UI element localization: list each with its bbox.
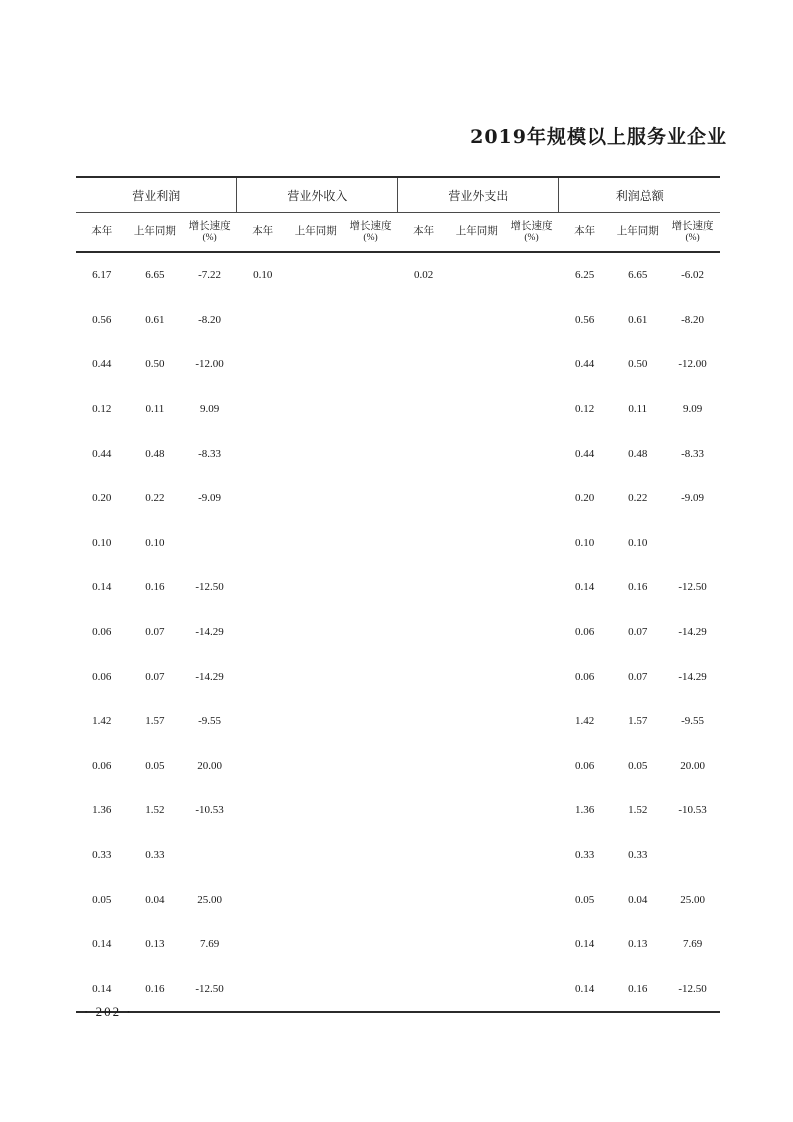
table-cell <box>504 922 559 967</box>
table-cell: 0.14 <box>92 938 112 951</box>
table-cell: -12.00 <box>195 358 224 371</box>
table-cell <box>288 788 343 833</box>
table-cell <box>288 431 343 476</box>
table-cell: 0.44 <box>575 358 595 371</box>
sub-header-row <box>76 213 720 253</box>
page-number: · 202 · <box>84 1004 133 1019</box>
table-cell <box>237 654 289 699</box>
table-cell: 0.44 <box>575 447 595 460</box>
table-cell <box>343 788 398 833</box>
sub-header-current-year-3: 本年 <box>398 213 450 253</box>
table-cell: 0.16 <box>610 967 665 1013</box>
table-cell <box>288 699 343 744</box>
table-cell: 0.07 <box>628 670 648 683</box>
table-cell: 0.16 <box>128 967 183 1013</box>
table-cell <box>398 610 450 655</box>
table-cell: 0.02 <box>414 269 434 282</box>
table-cell: 0.05 <box>92 893 112 906</box>
table-cell: 6.65 <box>628 269 648 282</box>
table-cell <box>449 833 504 878</box>
table-cell <box>449 744 504 789</box>
table-cell <box>288 342 343 387</box>
table-cell: -12.50 <box>678 581 707 594</box>
table-cell: 1.36 <box>92 804 112 817</box>
table-cell: 0.50 <box>628 358 648 371</box>
table-cell: 0.06 <box>92 670 112 683</box>
table-cell <box>504 252 559 298</box>
table-cell: 0.56 <box>92 313 112 326</box>
sub-header-current-year-2: 本年 <box>237 213 289 253</box>
table-cell: -14.29 <box>195 670 224 683</box>
table-cell <box>398 342 450 387</box>
table-cell <box>449 431 504 476</box>
table-cell <box>504 610 559 655</box>
table-cell <box>343 476 398 521</box>
growth-label-4: 增长速度 <box>671 220 714 232</box>
table-row <box>76 654 720 699</box>
table-cell <box>398 387 450 432</box>
table-cell: 1.36 <box>575 804 595 817</box>
table-cell <box>288 476 343 521</box>
table-cell <box>237 387 289 432</box>
table-cell: 25.00 <box>680 893 705 906</box>
table-cell: 1.42 <box>92 715 112 728</box>
table-cell: 0.61 <box>628 313 648 326</box>
table-cell <box>504 877 559 922</box>
table-cell <box>288 877 343 922</box>
table-cell: 0.14 <box>575 581 595 594</box>
table-head <box>76 177 720 252</box>
table-cell <box>398 833 450 878</box>
table-cell <box>237 788 289 833</box>
table-cell: 0.05 <box>575 893 595 906</box>
table-cell: 0.50 <box>145 358 165 371</box>
table-cell: -9.09 <box>198 492 222 505</box>
table-cell <box>504 298 559 343</box>
table-cell: 20.00 <box>197 759 222 772</box>
table-cell <box>449 610 504 655</box>
table-cell: 0.12 <box>92 403 112 416</box>
table-cell: 25.00 <box>197 893 222 906</box>
sub-header-prev-year-2: 上年同期 <box>288 213 343 253</box>
table-cell <box>237 610 289 655</box>
table-row <box>76 699 720 744</box>
table-cell: 9.09 <box>682 403 703 416</box>
table-cell <box>288 967 343 1013</box>
table-cell <box>237 922 289 967</box>
table-cell: 0.05 <box>145 759 165 772</box>
table-row <box>76 476 720 521</box>
table-cell <box>237 298 289 343</box>
table-cell <box>449 252 504 298</box>
table-cell: 0.10 <box>253 269 273 282</box>
table-cell <box>237 744 289 789</box>
table-cell: 0.48 <box>145 447 165 460</box>
table-cell <box>288 387 343 432</box>
table-cell <box>237 565 289 610</box>
table-cell <box>288 744 343 789</box>
table-row <box>76 342 720 387</box>
table-cell <box>398 788 450 833</box>
group-header-row <box>76 177 720 213</box>
growth-unit-2: (%) <box>363 232 378 243</box>
table-cell: -7.22 <box>198 269 222 282</box>
table-cell: -8.33 <box>681 447 705 460</box>
table-cell: 0.16 <box>628 581 648 594</box>
table-cell <box>504 699 559 744</box>
table-cell: 0.14 <box>92 581 112 594</box>
table-cell <box>237 431 289 476</box>
table-cell: 0.10 <box>92 536 112 549</box>
table-row <box>76 877 720 922</box>
table-cell: 9.09 <box>199 403 220 416</box>
table-cell: 0.07 <box>145 626 165 639</box>
table-cell <box>343 298 398 343</box>
table-cell <box>343 565 398 610</box>
table-cell: 0.06 <box>575 626 595 639</box>
table-row <box>76 387 720 432</box>
table-cell: -8.20 <box>198 313 222 326</box>
sub-header-growth-2 <box>343 213 398 253</box>
table-cell <box>288 833 343 878</box>
page-title: 2019年规模以上服务业企业 <box>470 126 727 148</box>
table-cell: 0.06 <box>575 670 595 683</box>
table-cell: 0.33 <box>575 849 595 862</box>
table-cell <box>449 788 504 833</box>
sub-header-current-year-1: 本年 <box>76 213 128 253</box>
table-cell <box>449 342 504 387</box>
table-cell: 1.52 <box>145 804 165 817</box>
table-cell: 0.10 <box>145 536 165 549</box>
table-cell: -8.20 <box>681 313 705 326</box>
table-cell: -9.55 <box>198 715 222 728</box>
table-cell: 0.56 <box>575 313 595 326</box>
statistics-table-container <box>76 176 720 1013</box>
group-header-non-operating-income: 营业外收入 <box>237 177 398 213</box>
table-cell: 0.13 <box>628 938 648 951</box>
group-header-non-operating-expense: 营业外支出 <box>398 177 559 213</box>
table-cell <box>237 342 289 387</box>
table-cell <box>449 654 504 699</box>
table-cell: 7.69 <box>199 938 220 951</box>
table-cell: 0.22 <box>628 492 648 505</box>
table-cell: 1.57 <box>145 715 165 728</box>
table-row <box>76 788 720 833</box>
table-cell: -10.53 <box>195 804 224 817</box>
table-cell: 0.22 <box>145 492 165 505</box>
table-cell <box>449 967 504 1013</box>
table-cell: 0.11 <box>145 403 165 416</box>
table-cell: 0.04 <box>145 893 165 906</box>
table-cell <box>398 922 450 967</box>
table-cell: 0.33 <box>145 849 165 862</box>
table-cell: 0.05 <box>628 759 648 772</box>
table-cell: 0.07 <box>145 670 165 683</box>
group-header-operating-profit: 营业利润 <box>76 177 237 213</box>
table-cell: -10.53 <box>678 804 707 817</box>
table-cell <box>288 565 343 610</box>
statistics-table <box>76 176 720 1013</box>
table-cell <box>343 610 398 655</box>
table-cell <box>504 788 559 833</box>
table-cell: 0.10 <box>575 536 595 549</box>
table-cell <box>449 298 504 343</box>
table-cell <box>504 387 559 432</box>
table-cell <box>343 431 398 476</box>
table-cell <box>398 298 450 343</box>
table-cell <box>288 298 343 343</box>
table-cell: 0.06 <box>92 759 112 772</box>
growth-label-3: 增长速度 <box>510 220 553 232</box>
table-cell: 0.61 <box>145 313 165 326</box>
table-cell <box>504 967 559 1013</box>
table-cell <box>343 521 398 566</box>
table-cell <box>343 744 398 789</box>
table-cell <box>182 521 237 566</box>
table-cell <box>398 654 450 699</box>
table-cell: 0.04 <box>628 893 648 906</box>
table-cell: 0.33 <box>628 849 648 862</box>
table-cell: 1.42 <box>575 715 595 728</box>
table-cell: -12.50 <box>195 581 224 594</box>
table-cell: 0.14 <box>559 967 611 1013</box>
table-row <box>76 967 720 1013</box>
table-cell <box>288 610 343 655</box>
table-cell: 0.06 <box>575 759 595 772</box>
table-cell <box>237 833 289 878</box>
table-cell: -6.02 <box>681 269 705 282</box>
table-cell <box>398 699 450 744</box>
table-cell: 0.16 <box>145 581 165 594</box>
growth-unit-3: (%) <box>524 232 539 243</box>
sub-header-growth-1 <box>182 213 237 253</box>
table-cell: -14.29 <box>195 626 224 639</box>
table-cell: 0.07 <box>628 626 648 639</box>
table-row <box>76 298 720 343</box>
table-row <box>76 431 720 476</box>
sub-header-current-year-4: 本年 <box>559 213 611 253</box>
table-cell <box>665 521 720 566</box>
growth-label-1: 增长速度 <box>188 220 231 232</box>
table-cell <box>398 521 450 566</box>
table-cell <box>398 877 450 922</box>
table-cell <box>504 833 559 878</box>
table-cell <box>288 922 343 967</box>
table-cell: 0.33 <box>92 849 112 862</box>
table-cell <box>237 699 289 744</box>
table-cell <box>398 431 450 476</box>
table-cell <box>398 565 450 610</box>
table-cell: 0.20 <box>92 492 112 505</box>
table-cell: 0.12 <box>575 403 595 416</box>
table-cell: 7.69 <box>682 938 703 951</box>
sub-header-growth-4 <box>665 213 720 253</box>
sub-header-prev-year-4: 上年同期 <box>610 213 665 253</box>
table-cell <box>398 744 450 789</box>
table-cell <box>288 252 343 298</box>
table-cell: 0.20 <box>575 492 595 505</box>
table-cell <box>449 387 504 432</box>
sub-header-prev-year-3: 上年同期 <box>449 213 504 253</box>
table-cell: 0.06 <box>92 626 112 639</box>
table-cell: -12.00 <box>678 358 707 371</box>
table-cell <box>504 521 559 566</box>
table-cell: 0.44 <box>92 447 112 460</box>
table-cell <box>237 877 289 922</box>
growth-unit-4: (%) <box>685 232 700 243</box>
table-cell: 6.17 <box>92 269 112 282</box>
table-cell <box>182 833 237 878</box>
table-cell <box>343 252 398 298</box>
table-cell <box>343 342 398 387</box>
table-cell <box>665 833 720 878</box>
table-cell <box>237 476 289 521</box>
growth-label-2: 增长速度 <box>349 220 392 232</box>
table-cell <box>504 565 559 610</box>
table-row <box>76 922 720 967</box>
table-cell: -9.09 <box>681 492 705 505</box>
table-cell: -14.29 <box>678 626 707 639</box>
table-cell <box>343 654 398 699</box>
table-cell: 0.48 <box>628 447 648 460</box>
table-row <box>76 610 720 655</box>
table-cell <box>504 476 559 521</box>
table-cell: -12.50 <box>665 967 720 1013</box>
table-cell <box>449 565 504 610</box>
table-cell: 1.52 <box>628 804 648 817</box>
table-cell <box>237 967 289 1013</box>
table-cell <box>288 654 343 699</box>
table-cell: -12.50 <box>182 967 237 1013</box>
table-cell <box>343 877 398 922</box>
table-cell <box>343 387 398 432</box>
table-cell: 0.44 <box>92 358 112 371</box>
table-cell <box>398 476 450 521</box>
table-cell: -8.33 <box>198 447 222 460</box>
table-cell: 1.57 <box>628 715 648 728</box>
table-cell <box>504 744 559 789</box>
table-cell <box>449 877 504 922</box>
table-cell <box>343 833 398 878</box>
table-cell <box>504 431 559 476</box>
table-cell <box>449 476 504 521</box>
table-cell <box>343 699 398 744</box>
table-cell <box>343 967 398 1013</box>
table-cell: 6.25 <box>575 269 595 282</box>
table-cell: 0.10 <box>628 536 648 549</box>
table-row <box>76 565 720 610</box>
table-row <box>76 744 720 789</box>
table-cell: 0.13 <box>145 938 165 951</box>
table-cell <box>343 922 398 967</box>
table-cell <box>504 342 559 387</box>
table-cell <box>449 922 504 967</box>
sub-header-prev-year-1: 上年同期 <box>128 213 183 253</box>
table-row <box>76 833 720 878</box>
table-cell: 6.65 <box>145 269 165 282</box>
table-cell: -9.55 <box>681 715 705 728</box>
table-cell <box>288 521 343 566</box>
table-body <box>76 252 720 1012</box>
table-cell <box>504 654 559 699</box>
table-cell: 0.11 <box>628 403 648 416</box>
table-cell <box>449 521 504 566</box>
growth-unit-1: (%) <box>202 232 217 243</box>
table-cell <box>449 699 504 744</box>
table-row <box>76 521 720 566</box>
table-cell <box>237 521 289 566</box>
group-header-total-profit: 利润总额 <box>559 177 720 213</box>
table-cell: 20.00 <box>680 759 705 772</box>
table-cell: -14.29 <box>678 670 707 683</box>
sub-header-growth-3 <box>504 213 559 253</box>
table-row <box>76 252 720 298</box>
table-cell: 0.14 <box>76 967 128 1013</box>
table-cell: 0.14 <box>575 938 595 951</box>
table-cell <box>398 967 450 1013</box>
